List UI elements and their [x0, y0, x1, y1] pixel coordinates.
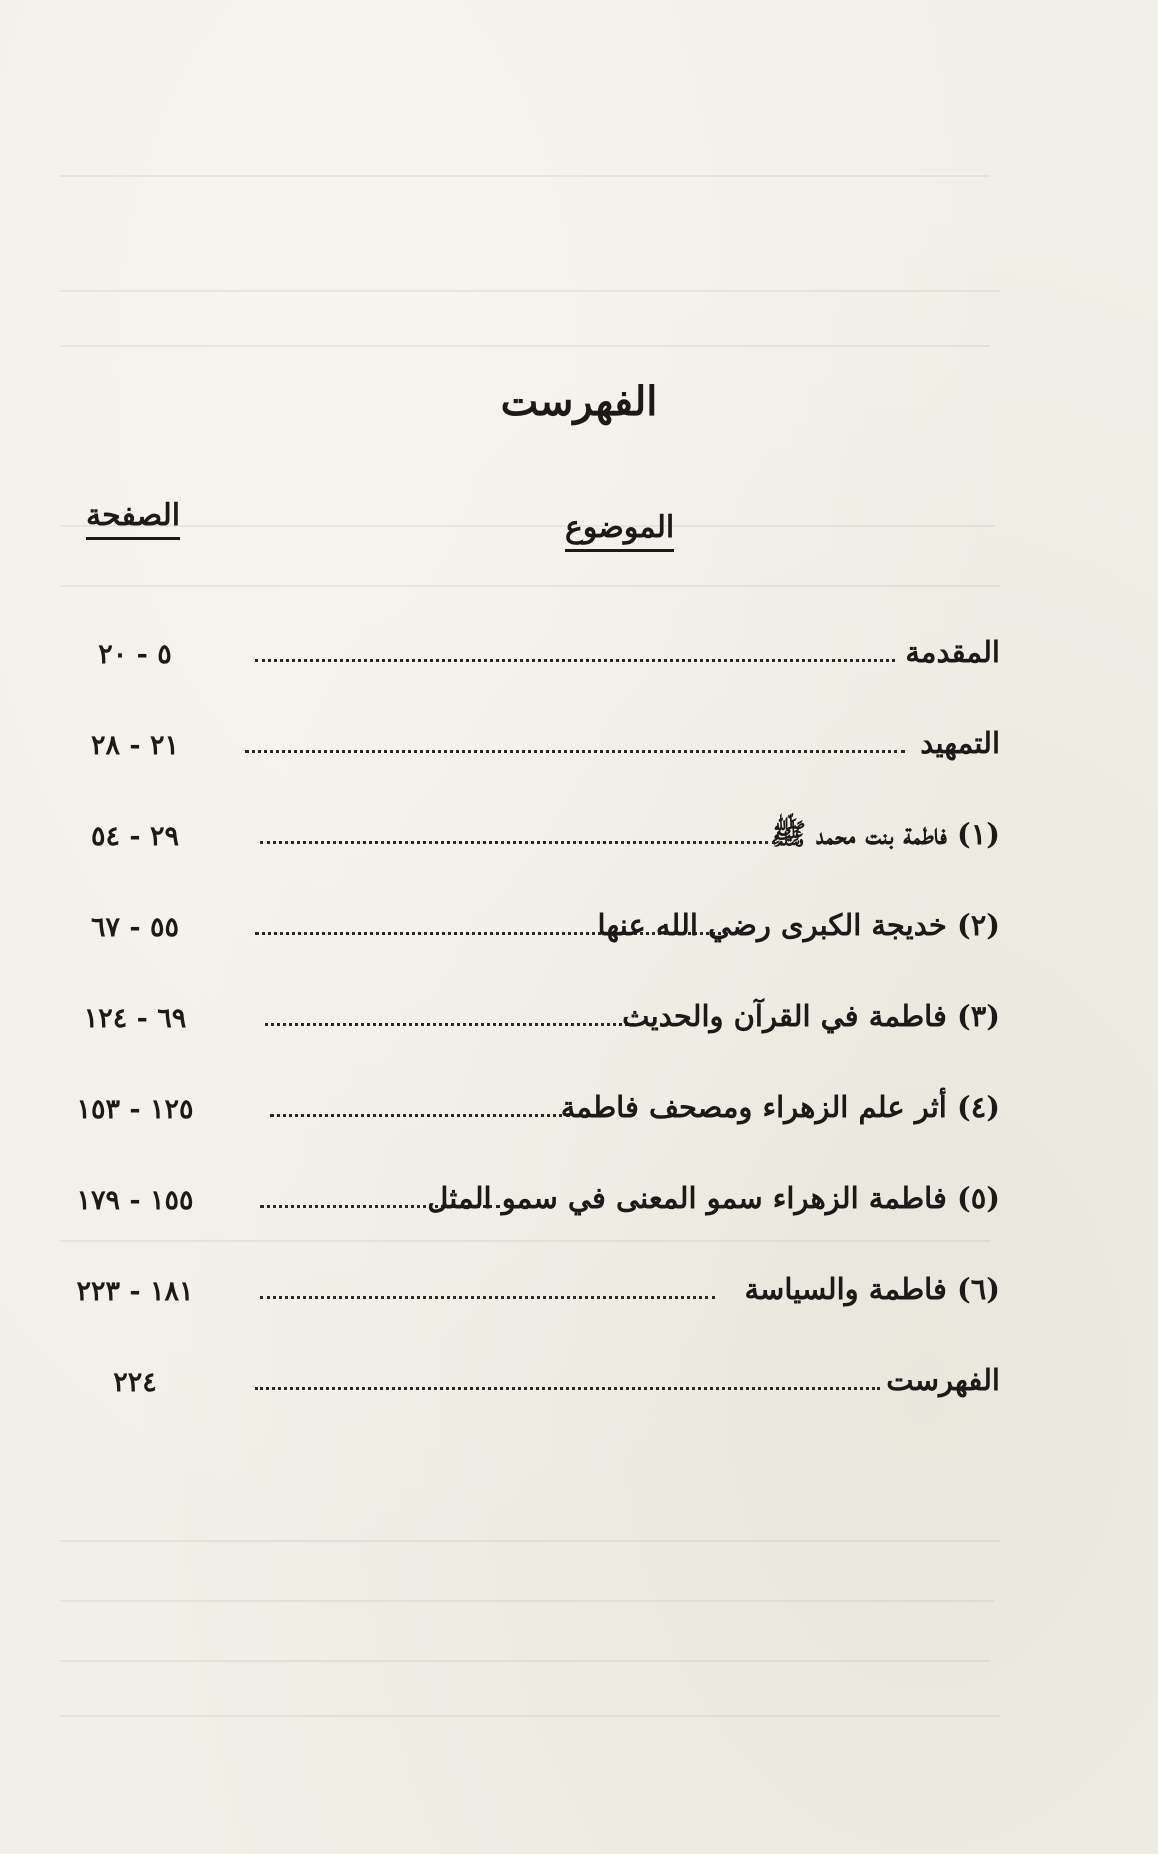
toc-entry[interactable] [60, 997, 1000, 1047]
toc-entry[interactable] [60, 1179, 1000, 1229]
toc-title: الفهرست [886, 1363, 1000, 1397]
toc-page-range: ١٨١ - ٢٢٣ [76, 1276, 194, 1307]
toc-page-range: ٢١ - ٢٨ [90, 730, 180, 761]
show-through-line [60, 1240, 990, 1242]
show-through-line [60, 1600, 995, 1602]
show-through-line [60, 290, 1000, 292]
toc-title: (٥) فاطمة الزهراء سمو المعنى في سمو المثل [427, 1181, 1000, 1215]
toc-title: (٦) فاطمة والسياسة [744, 1272, 1000, 1306]
toc-title: التمهيد [920, 726, 1000, 760]
toc-page-range: ٥ - ٢٠ [98, 639, 172, 670]
toc-entry[interactable] [60, 815, 1000, 865]
toc-leader-dots [260, 841, 775, 844]
show-through-line [60, 1715, 1000, 1717]
toc-page-range: ٦٩ - ١٢٤ [83, 1003, 187, 1034]
toc-page-range: ١٥٥ - ١٧٩ [76, 1185, 194, 1216]
toc-title: المقدمة [905, 635, 1000, 669]
show-through-line [60, 1540, 1000, 1542]
show-through-line [60, 525, 995, 527]
toc-page-range: ٢٩ - ٥٤ [90, 821, 180, 852]
toc-entry[interactable] [60, 1088, 1000, 1138]
toc-title: (٤) أثر علم الزهراء ومصحف فاطمة [560, 1090, 1000, 1124]
toc-page-range: ١٢٥ - ١٥٣ [76, 1094, 194, 1125]
column-header-page: الصفحة [86, 498, 180, 540]
toc-entry[interactable] [60, 633, 1000, 683]
toc-entry[interactable] [60, 1361, 1000, 1411]
toc-title: (٣) فاطمة في القرآن والحديث [622, 999, 1000, 1033]
toc-title: (٢) خديجة الكبرى رضي الله عنها [597, 908, 1000, 942]
page-title: الفهرست [500, 378, 658, 425]
toc-entry[interactable] [60, 906, 1000, 956]
toc-entry[interactable] [60, 1270, 1000, 1320]
show-through-line [60, 585, 1000, 587]
show-through-line [60, 345, 990, 347]
show-through-line [60, 175, 990, 177]
toc-leader-dots [270, 1114, 570, 1117]
toc-leader-dots [245, 750, 905, 753]
toc-entry[interactable] [60, 724, 1000, 774]
toc-leader-dots [265, 1023, 640, 1026]
toc-leader-dots [255, 659, 895, 662]
toc-page-range: ٥٥ - ٦٧ [90, 912, 180, 943]
show-through-line [60, 1660, 990, 1662]
toc-page-range: ٢٢٤ [113, 1367, 157, 1398]
toc-leader-dots [260, 1296, 715, 1299]
column-header-topic: الموضوع [565, 510, 674, 552]
toc-title: (١) فاطمة بنت محمد ﷺ [771, 817, 1000, 851]
toc-leader-dots [255, 1387, 880, 1390]
